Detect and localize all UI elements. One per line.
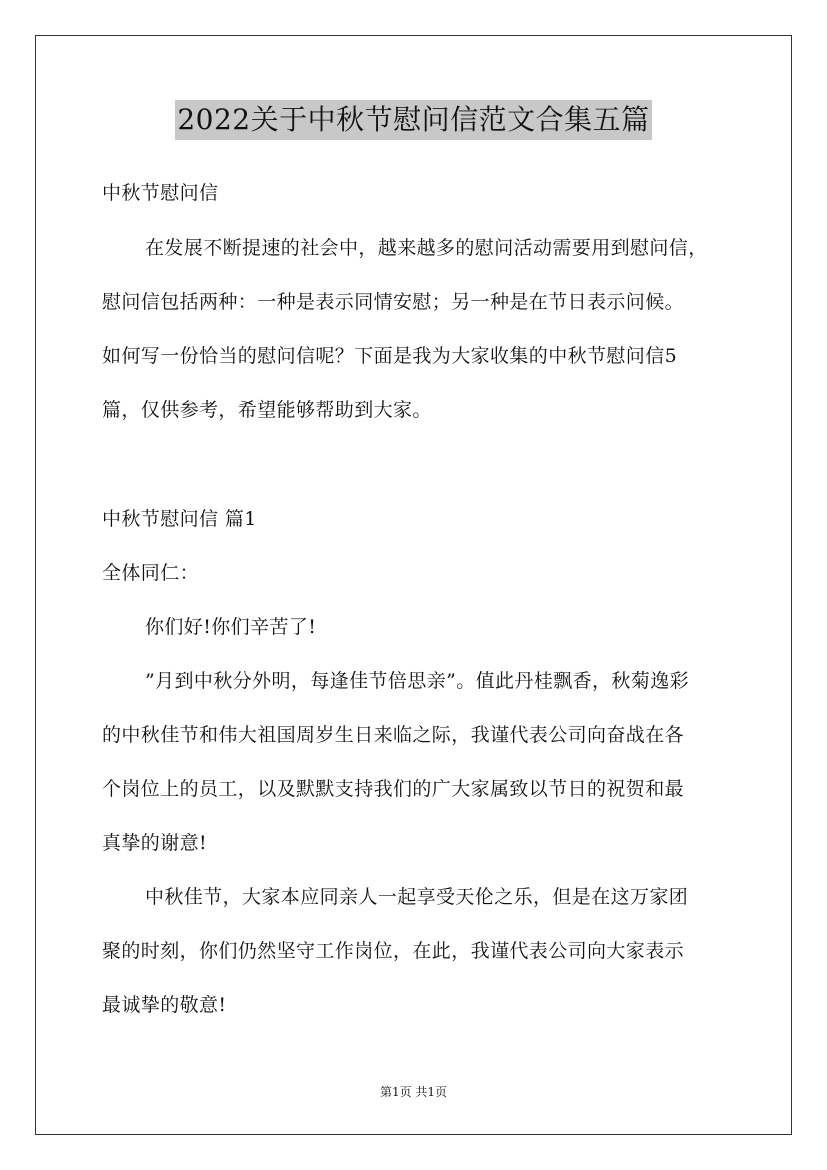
section-heading: 中秋节慰问信 篇1	[102, 508, 257, 530]
para1-line-2: 的中秋佳节和伟大祖国周岁生日来临之际，我谨代表公司向奋战在各	[102, 724, 685, 746]
para1-line-4: 真挚的谢意!	[102, 832, 208, 854]
document-title: 2022关于中秋节慰问信范文合集五篇	[175, 100, 651, 140]
title-wrapper	[0, 100, 827, 140]
intro-line-4: 篇，仅供参考，希望能够帮助到大家。	[102, 399, 432, 421]
para1-line-3: 个岗位上的员工，以及默默支持我们的广大家属致以节日的祝贺和最	[102, 778, 685, 800]
intro-line-3: 如何写一份恰当的慰问信呢？下面是我为大家收集的中秋节慰问信5	[102, 345, 678, 367]
intro-line-2: 慰问信包括两种：一种是表示同情安慰；另一种是在节日表示问候。	[102, 291, 685, 313]
intro-heading: 中秋节慰问信	[102, 182, 219, 204]
salutation: 全体同仁：	[102, 562, 200, 584]
para2-line-3: 最诚挚的敬意!	[102, 994, 227, 1016]
para1-line-1: ”月到中秋分外明，每逢佳节倍思亲”。值此丹桂飘香，秋菊逸彩	[145, 670, 690, 692]
intro-line-1: 在发展不断提速的社会中，越来越多的慰问活动需要用到慰问信，	[145, 237, 708, 259]
greeting: 你们好!你们辛苦了!	[145, 616, 317, 638]
page-footer: 第1页 共1页	[379, 1085, 448, 1099]
para2-line-1: 中秋佳节，大家本应同亲人一起享受天伦之乐，但是在这万家团	[145, 886, 689, 908]
para2-line-2: 聚的时刻，你们仍然坚守工作岗位，在此，我谨代表公司向大家表示	[102, 940, 685, 962]
